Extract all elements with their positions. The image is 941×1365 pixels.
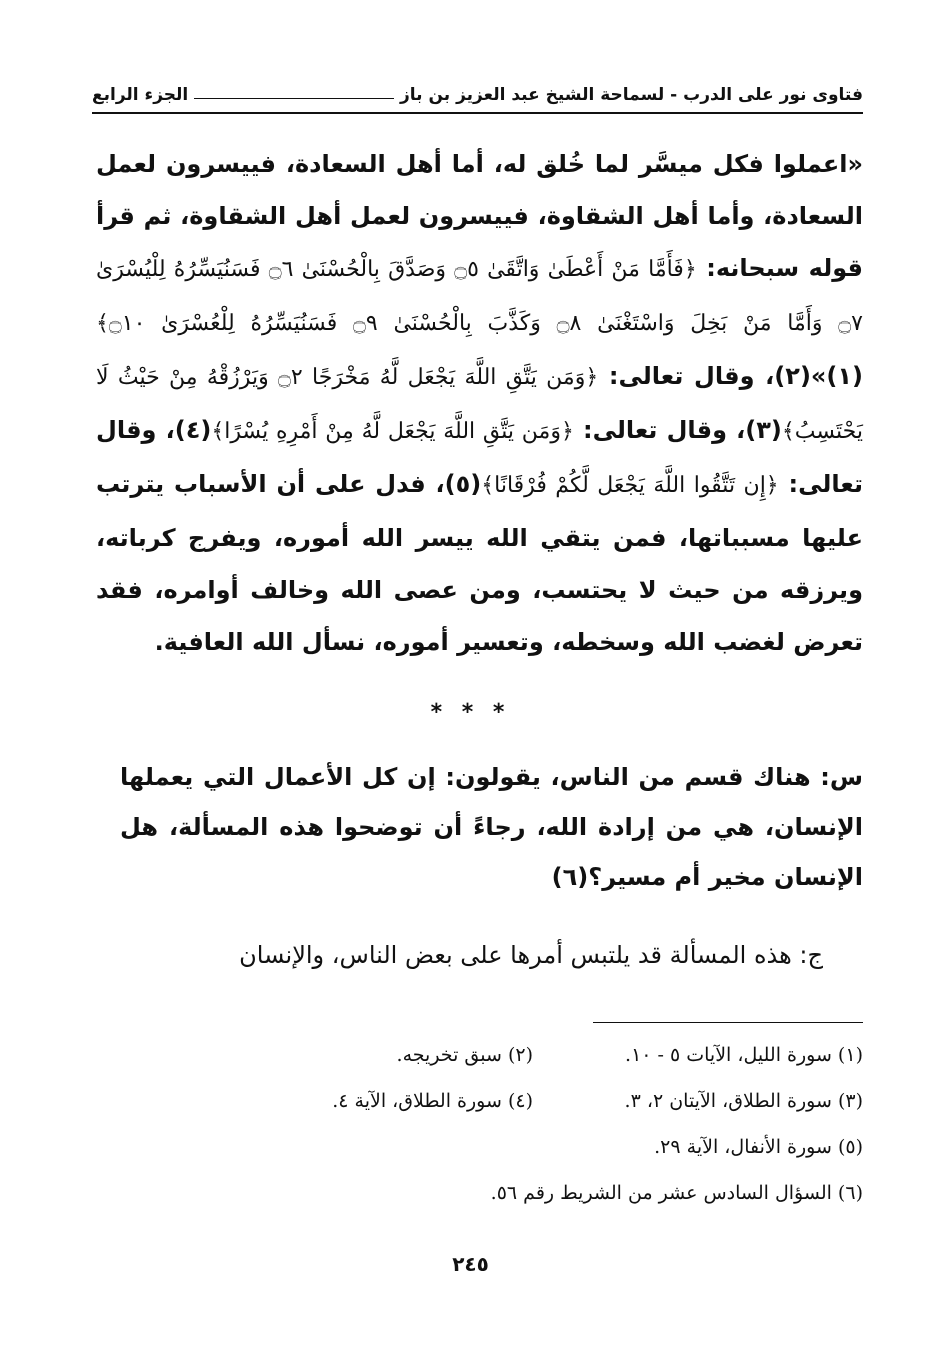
- footnote-5: (٥) سورة الأنفال، الآية ٢٩.: [654, 1136, 863, 1158]
- text-segment: «اعملوا فكل ميسَّر لما خُلق له، أما أهل السعادة، فييسرون لعمل السعادة، وأما أهل الشقاوة، فييسرون لعمل أهل الشقاوة، ثم قرأ قوله سبحانه:: [96, 150, 863, 282]
- quran-verse: ﴿فَأَمَّا مَنْ أَعْطَىٰ وَاتَّقَىٰ ۝٥ وَصَدَّقَ بِالْحُسْنَىٰ ۝٦ فَسَنُيَسِّرُهُ لِلْيُسْرَىٰ ۝٧ وَأَمَّا مَنْ بَخِلَ وَاسْتَغْنَىٰ ۝٨ وَكَذَّبَ بِالْحُسْنَىٰ ۝٩ فَسَنُيَسِّرُهُ لِلْعُسْرَىٰ ۝١٠﴾: [96, 257, 863, 336]
- footnote-row: [96, 1124, 863, 1170]
- question-text: س: هناك قسم من الناس، يقولون: إن كل الأعمال التي يعملها الإنسان، هي من إرادة الله، رجاءً أن توضحوا هذه المسألة، هل الإنسان مخير أم مسير؟(٦): [120, 763, 863, 891]
- footnote-2: (٢) سبق تخريجه.: [396, 1044, 533, 1066]
- quran-verse: ﴿وَمَن يَتَّقِ اللَّهَ يَجْعَل لَّهُ مِنْ أَمْرِهِ يُسْرًا﴾: [211, 419, 574, 444]
- footnote-divider: [593, 1022, 863, 1023]
- footnote-row: [96, 1032, 863, 1078]
- page-number: ٢٤٥: [452, 1252, 489, 1276]
- text-segment: (٥)، فدل على أن الأسباب يترتب عليها مسبباتها، فمن يتقي الله ييسر الله أموره، ويفرج كرباته، ويرزقه من حيث لا يحتسب، ومن عصى الله وخالف أوامره، فقد تعرض لغضب الله وسخطه، وتعسير أموره، نسأل الله العافية.: [96, 470, 863, 656]
- quran-verse: ﴿وَمَن يَتَّقِ اللَّهَ يَجْعَل لَّهُ مَخْرَجًا ۝٢ وَيَرْزُقْهُ مِنْ حَيْثُ لَا يَحْتَسِبُ﴾: [96, 365, 863, 444]
- footnote-1: (١) سورة الليل، الآيات ٥ - ١٠.: [625, 1044, 863, 1066]
- footnote-4: (٤) سورة الطلاق، الآية ٤.: [332, 1090, 533, 1112]
- header-rule: [194, 98, 394, 99]
- main-paragraph: [96, 138, 863, 668]
- footnote-row: [96, 1170, 863, 1216]
- section-separator: * * *: [430, 700, 511, 725]
- text-segment: (٤)، وقال تعالى:: [96, 416, 863, 498]
- answer-text: ج: هذه المسألة قد يلتبس أمرها على بعض الناس، والإنسان: [239, 941, 823, 969]
- text-segment: (١)»(٢)، وقال تعالى:: [598, 362, 864, 390]
- footnote-3: (٣) سورة الطلاق، الآيتان ٢، ٣.: [624, 1090, 863, 1112]
- book-title: فتاوى نور على الدرب - لسماحة الشيخ عبد العزيز بن باز: [400, 85, 863, 105]
- running-header: [92, 78, 863, 114]
- footnote-6: (٦) السؤال السادس عشر من الشريط رقم ٥٦.: [490, 1182, 863, 1204]
- quran-verse: ﴿إِن تَتَّقُوا اللَّهَ يَجْعَل لَّكُمْ فُرْقَانًا﴾: [481, 473, 779, 498]
- part-label: الجزء الرابع: [92, 85, 189, 105]
- footnote-row: [96, 1078, 863, 1124]
- text-segment: (٣)، وقال تعالى:: [573, 416, 782, 444]
- footnotes: [96, 1032, 863, 1216]
